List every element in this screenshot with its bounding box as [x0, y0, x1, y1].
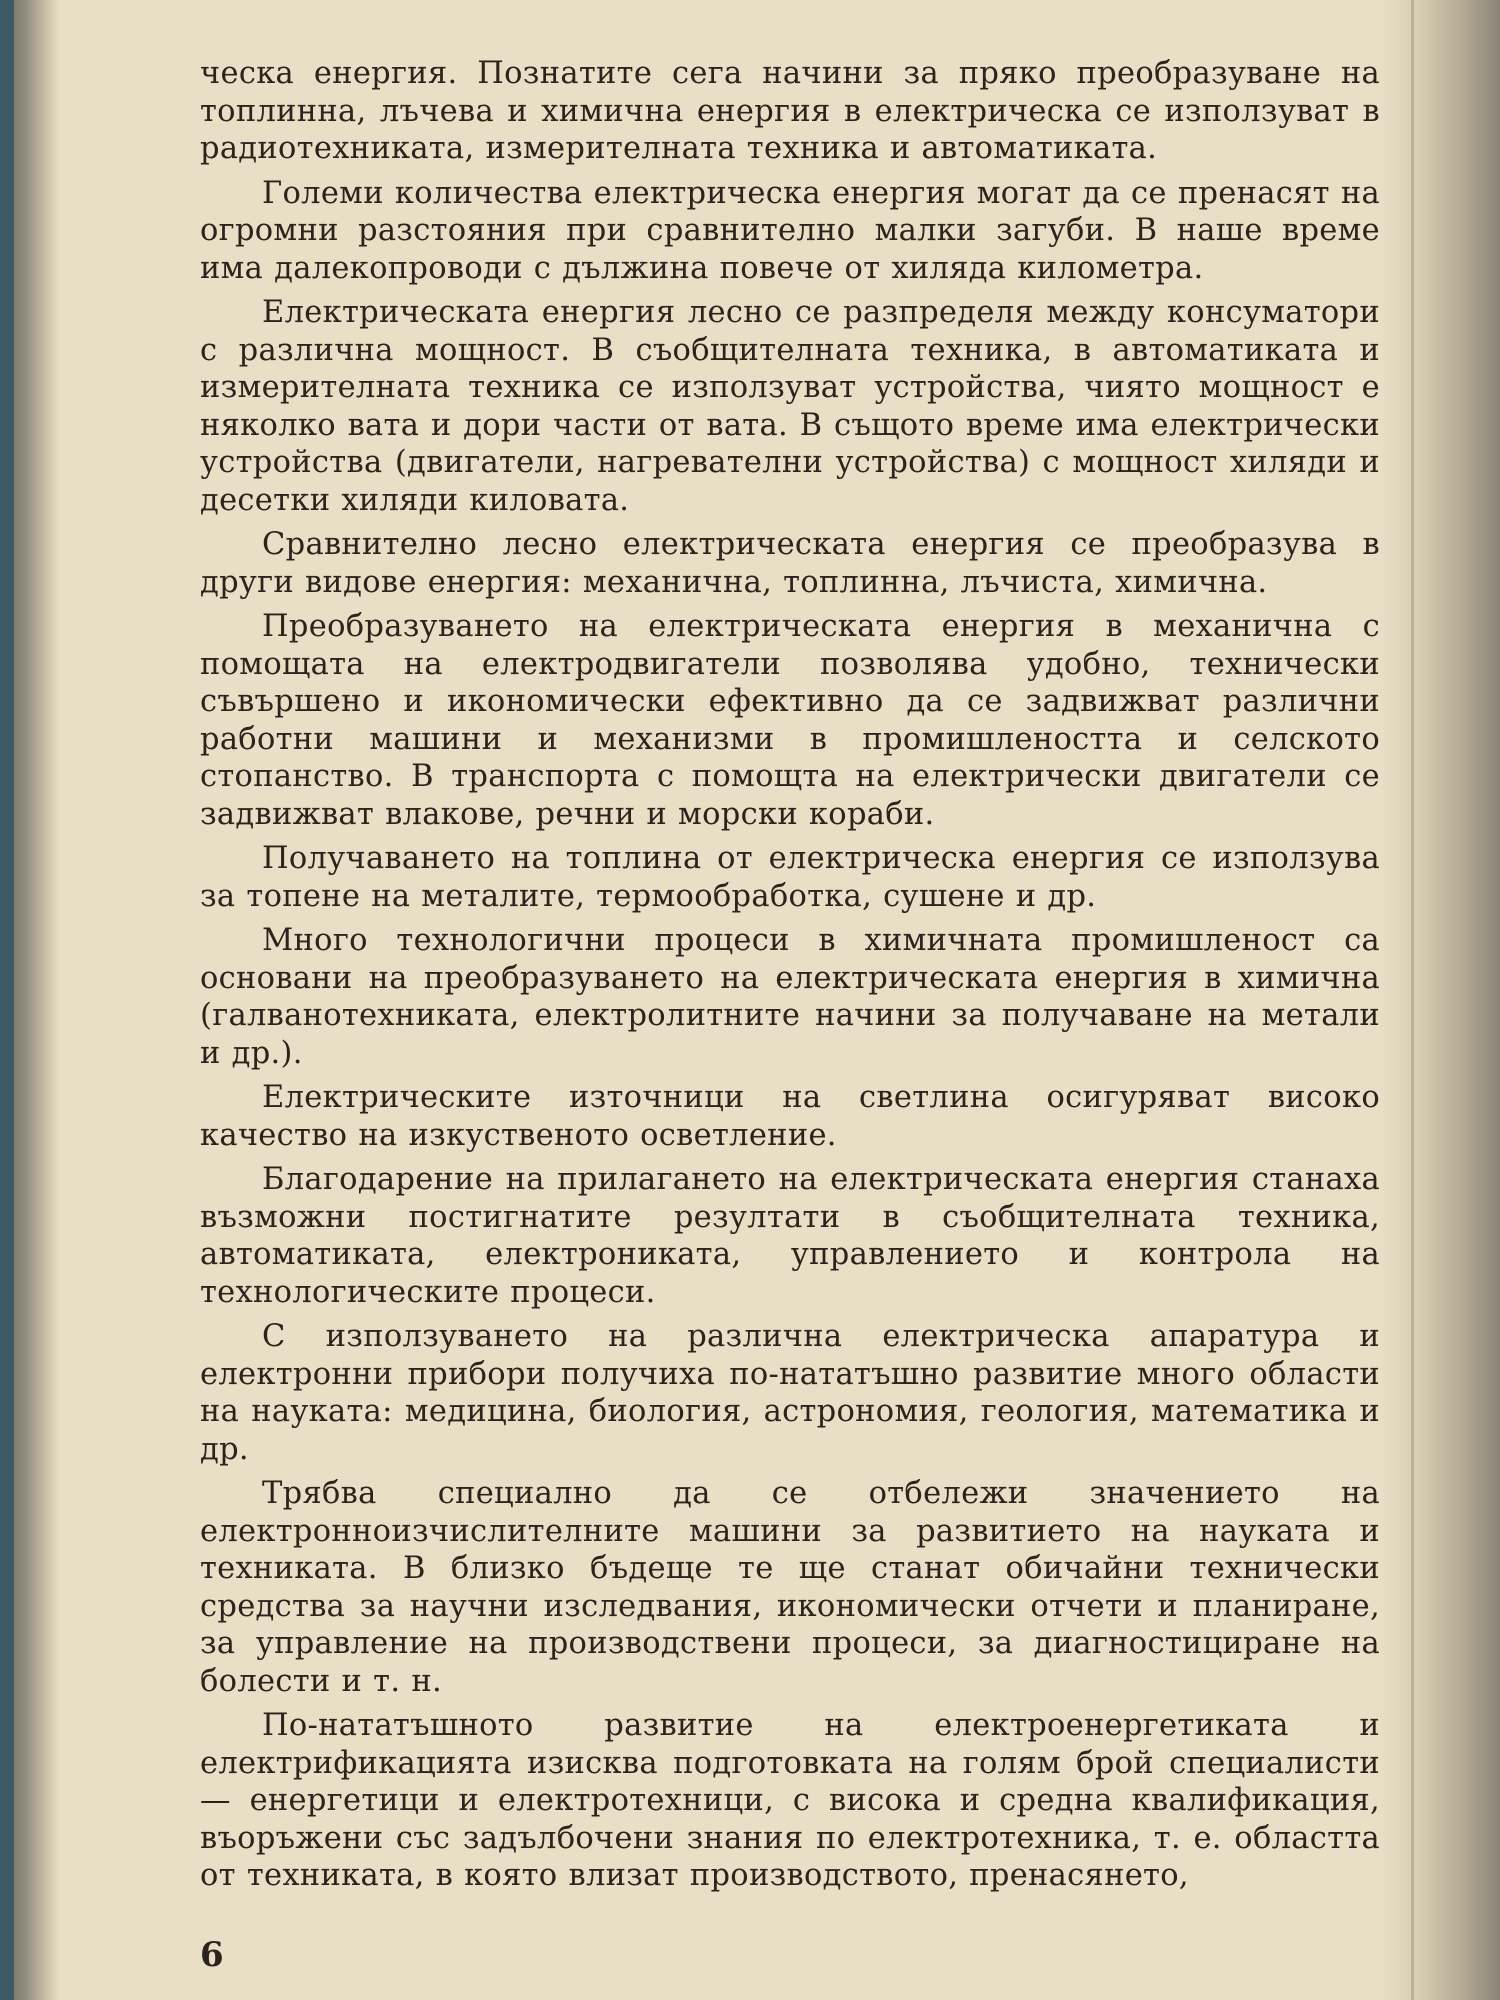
page-text-block — [200, 55, 1380, 1935]
paragraph-7: Много технологични процеси в химичната промишленост са основани на преобразуването на електрическата енергия в химична (галванотехниката, електролитните начини за получаване на метали и др.). — [200, 923, 1380, 1071]
paragraph-3: Електрическата енергия лесно се разпределя между консуматори с различна мощност. В съобщителната техника, в автоматиката и измерителната техника се използуват устройства, чиято мощност е няколко вата и дори части от вата. В същото време има електрически устройства (двигатели, нагревателни устройства) с мощност хиляди и десетки хиляди киловата. — [200, 295, 1380, 518]
paragraph-6: Получаването на топлина от електрическа енергия се използува за топене на металите, термообработка, сушене и др. — [200, 841, 1380, 914]
paragraph-8: Електрическите източници на светлина осигуряват високо качество на изкуственото осветление. — [200, 1080, 1380, 1153]
paragraph-10: С използуването на различна електрическа апаратура и електронни прибори получиха по-нататъшно развитие много области на науката: медицина, биология, астрономия, геология, математика и др. — [200, 1319, 1380, 1467]
paragraph-2: Големи количества електрическа енергия могат да се пренасят на огромни разстояния при сравнително малки загуби. В наше време има далекопроводи с дължина повече от хиляда километра. — [200, 175, 1380, 286]
paragraph-11: Трябва специално да се отбележи значението на електронноизчислителните машини за развитието на науката и техниката. В близко бъдеще те ще станат обичайни технически средства за научни изследвания, икономически отчети и планиране, за управление на производствени процеси, за диагностициране на болести и т. н. — [200, 1476, 1380, 1699]
paragraph-12: По-нататъшното развитие на електроенергетиката и електрификацията изисква подготовката на голям брой специалисти — енергетици и електротехници, с висока и средна квалификация, въоръжени със задълбочени знания по електротехника, т. е. областта от техниката, в която влизат производството, пренасянето, — [200, 1708, 1380, 1893]
paragraph-5: Преобразуването на електрическата енергия в механична с помощата на електродвигатели позволява удобно, технически съвършено и икономически ефективно да се задвижват различни работни машини и механизми в промишлеността и селското стопанство. В транспорта с помощта на електрически двигатели се задвижват влакове, речни и морски кораби. — [200, 609, 1380, 832]
paragraph-4: Сравнително лесно електрическата енергия се преобразува в други видове енергия: механична, топлинна, лъчиста, химична. — [200, 527, 1380, 600]
book-cover-edge — [0, 0, 14, 2000]
page-gutter — [1411, 0, 1414, 2000]
right-page-shadow — [1380, 0, 1500, 2000]
paragraph-9: Благодарение на прилагането на електрическата енергия станаха възможни постигнатите резултати в съобщителната техника, автоматиката, електрониката, управлението и контрола на технологическите процеси. — [200, 1162, 1380, 1310]
paragraph-1: ческа енергия. Познатите сега начини за пряко преобразуване на топлинна, лъчева и химична енергия в електрическа се използуват в радиотехниката, измерителната техника и автоматиката. — [200, 56, 1380, 166]
page-number: 6 — [200, 1935, 224, 1975]
